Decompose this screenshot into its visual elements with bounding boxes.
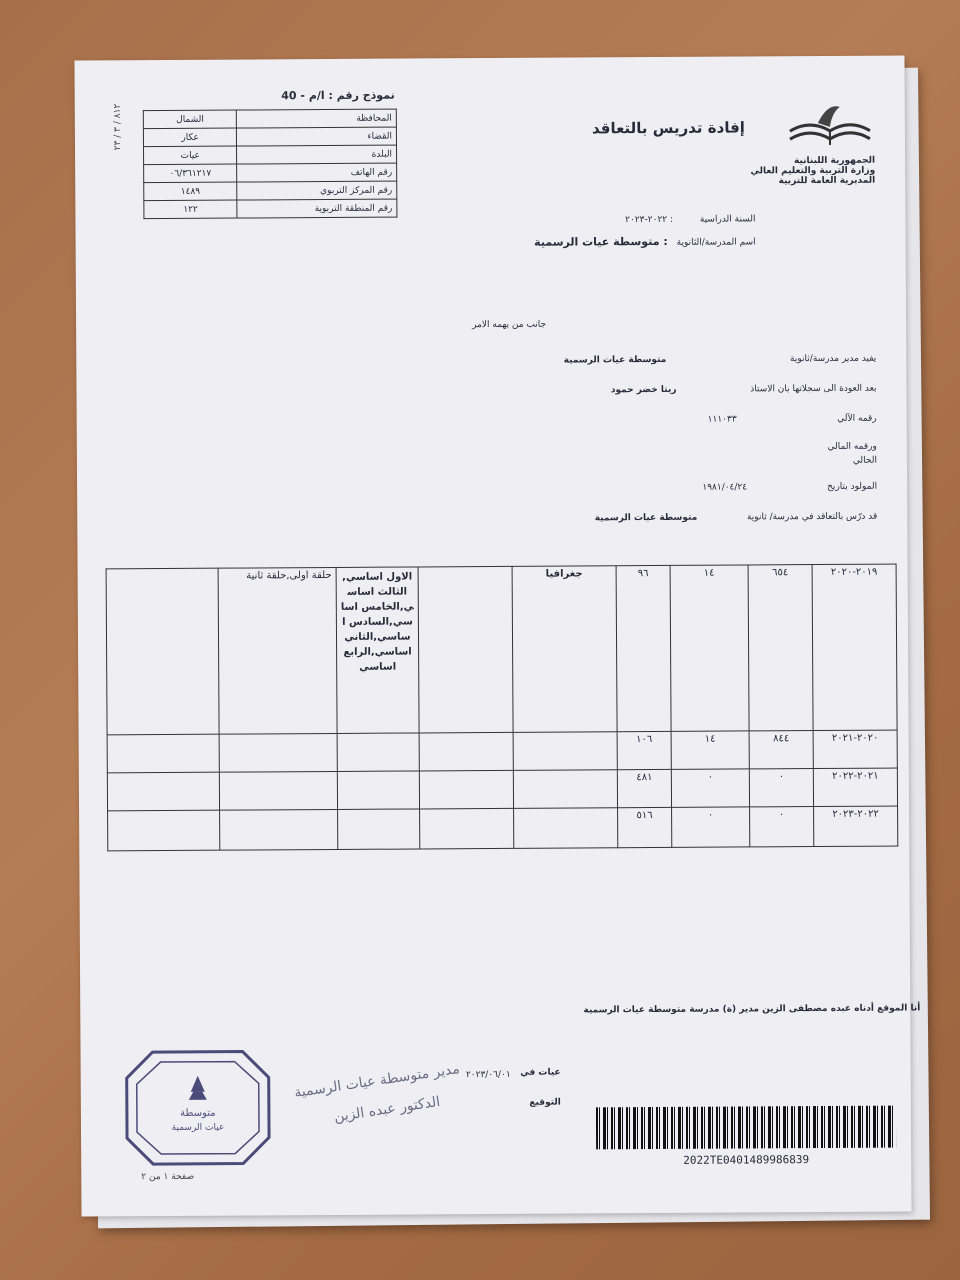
info-label: رقم المركز التربوي <box>237 181 397 200</box>
side-handwritten-note: ٨١٢ / ٣ / ٢٣ <box>112 103 124 151</box>
info-row <box>144 163 397 183</box>
document-page <box>74 55 921 1216</box>
table-row <box>107 768 897 811</box>
weekly-cell: ٠ <box>672 807 750 847</box>
body-line3-label: رقمه الآلي <box>837 413 877 424</box>
info-row <box>144 181 397 201</box>
ministry-line3: المديرية العامة للتربية <box>778 175 876 187</box>
table-row <box>106 564 897 735</box>
info-label: المحافظة <box>237 109 397 128</box>
amount-cell: ٨٤٤ <box>749 731 813 769</box>
subject-cell <box>513 732 617 771</box>
subject-cell <box>514 808 618 849</box>
body-line6-value: متوسطة عيات الرسمية <box>594 512 698 524</box>
ministry-line1: الجمهورية اللبنانية <box>793 155 876 167</box>
year-value: : ٢٠٢٢-٢٠٢٣ <box>625 214 674 226</box>
body-line2-value: ريتا خضر حمود <box>610 384 677 396</box>
place-date-label: عيات في <box>520 1067 561 1078</box>
school-label: اسم المدرسة/الثانوية <box>676 237 756 248</box>
body-line2-label: بعد العودة الى سجلاتها بان الاستاذ <box>750 383 877 395</box>
stamp-center2: عيات الرسمية <box>171 1122 225 1133</box>
model-value: : ا/م - 40 <box>281 88 333 103</box>
handwritten-title: مدير متوسطة عيات الرسمية <box>293 1060 461 1102</box>
model-label: نموذج رقم <box>336 88 395 102</box>
year-cell: ٢٠٢٠-٢٠٢١ <box>813 730 897 769</box>
info-row <box>143 127 396 147</box>
amount-cell: ٦٥٤ <box>748 565 813 731</box>
info-value: عيات <box>144 146 237 165</box>
hours-cell: ١٠٦ <box>617 731 671 769</box>
body-line6-label: قد درّس بالتعاقد في مدرسة/ ثانوية <box>746 511 878 523</box>
weekly-cell: ٠ <box>671 769 749 807</box>
levels-cell: الاول اساسي,الثالث اساسي,الخامس اساسي,السادس اساسي,الثاني اساسي,الرابع اساسي <box>336 567 419 733</box>
cycle-cell <box>219 771 337 810</box>
info-value: ١٤٨٩ <box>144 182 237 201</box>
info-row <box>144 199 397 219</box>
hours-cell: ٤٨١ <box>617 769 671 807</box>
barcode <box>596 1106 896 1150</box>
levels-cell <box>337 733 419 772</box>
barcode-number: 2022TE0401489986839 <box>683 1153 810 1167</box>
info-row <box>143 109 396 129</box>
ministry-line2: وزارة التربية والتعليم العالي <box>750 165 876 177</box>
info-label: البلدة <box>237 145 397 164</box>
empty-cell <box>107 734 219 773</box>
stamp-center1: متوسطة <box>180 1107 216 1119</box>
cycle-cell: حلقة اولى,حلقة ثانية <box>218 567 337 734</box>
hours-cell: ٩٦ <box>616 565 671 731</box>
year-cell: ٢٠٢١-٢٠٢٢ <box>813 768 897 807</box>
info-value: ١٢٢ <box>144 200 237 219</box>
place-date-value: ٢٠٢٣/٠٦/٠١ <box>465 1069 511 1081</box>
info-row <box>144 145 397 165</box>
info-value: الشمال <box>143 110 236 129</box>
official-stamp-icon <box>123 1047 274 1168</box>
body-line4b-label: الحالي <box>852 455 877 466</box>
info-table <box>143 109 398 220</box>
table-row <box>107 730 897 773</box>
body-line4-label: ورقمه المالي <box>827 441 877 452</box>
weekly-cell: ١٤ <box>670 565 749 731</box>
body-line5-value: ١٩٨١/٠٤/٢٤ <box>702 482 748 493</box>
handwritten-name: الدكتور عبده الزين <box>332 1093 442 1126</box>
empty-cell <box>107 772 219 811</box>
body-line3-value: ١١١٠٣٣ <box>707 414 737 425</box>
amount-cell: ٠ <box>749 769 813 807</box>
empty-cell <box>419 732 513 771</box>
info-label: رقم المنطقة التربوية <box>237 199 397 218</box>
weekly-cell: ١٤ <box>671 731 749 769</box>
levels-cell <box>337 771 419 810</box>
page-number: صفحة ١ من ٢ <box>141 1171 195 1183</box>
ministry-book-logo-icon <box>780 101 880 152</box>
empty-cell <box>419 770 513 809</box>
year-label: السنة الدراسية <box>699 214 756 225</box>
year-cell: ٢٠٢٢-٢٠٢٣ <box>814 806 898 847</box>
info-label: رقم الهاتف <box>237 163 397 182</box>
cycle-cell <box>219 733 337 772</box>
levels-cell <box>338 809 420 850</box>
signature-label: التوقيع <box>529 1097 561 1108</box>
amount-cell: ٠ <box>750 807 814 847</box>
school-value: : متوسطة عيات الرسمية <box>534 234 668 249</box>
hours-cell: ٥١٦ <box>618 807 672 847</box>
academic-year <box>555 214 755 225</box>
teaching-hours-table <box>106 564 899 852</box>
body-line5-label: المولود بتاريخ <box>827 481 878 492</box>
school-name <box>506 234 756 249</box>
addressee: جانب من يهمه الامر <box>472 319 547 331</box>
year-cell: ٢٠١٩-٢٠٢٠ <box>812 564 897 731</box>
subject-cell: جغرافيا <box>512 566 617 733</box>
empty-cell <box>420 808 514 849</box>
body-line1-value: متوسطة عيات الرسمية <box>563 354 667 366</box>
info-value: عكار <box>143 128 236 147</box>
cycle-cell <box>220 809 338 850</box>
model-number <box>195 89 395 103</box>
table-row <box>108 806 898 851</box>
subject-cell <box>513 770 617 809</box>
document-title: إفادة تدريس بالتعاقد <box>591 118 745 138</box>
body-line1-label: يفيد مدير مدرسة/ثانوية <box>790 353 877 365</box>
declaration-text: أنا الموقع أدناه عبده مصطفى الزين مدير (ة) مدرسة متوسطة عيات الرسمية <box>583 1003 921 1016</box>
info-value: ٠٦/٣٦١٢١٧ <box>144 164 237 183</box>
empty-cell <box>108 810 220 851</box>
empty-cell <box>106 568 219 735</box>
ministry-header <box>715 156 875 187</box>
info-label: القضاء <box>237 127 397 146</box>
empty-cell <box>418 566 513 733</box>
